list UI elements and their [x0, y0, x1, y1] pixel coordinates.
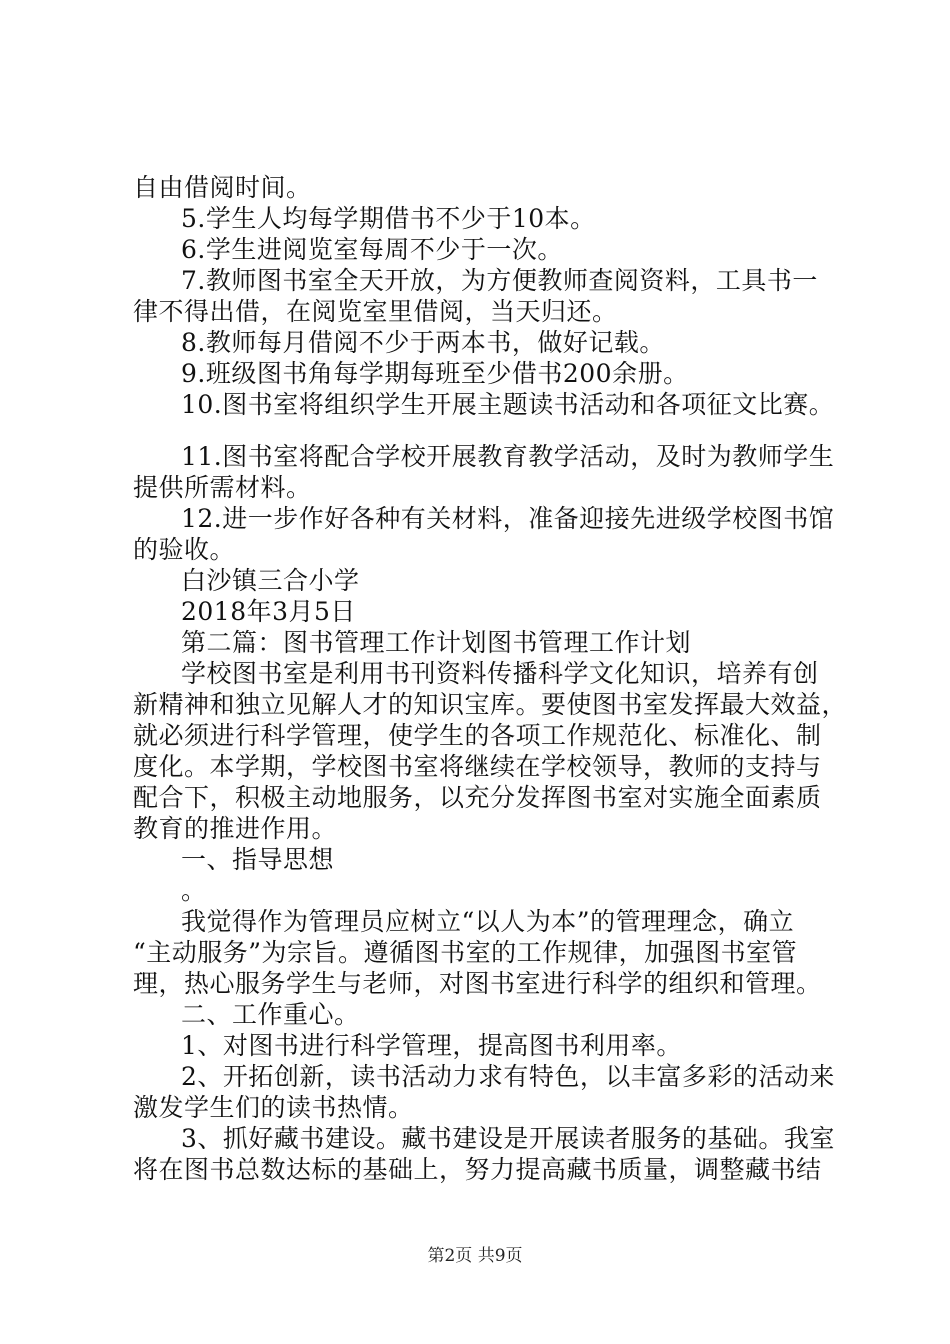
text-line: 度化。本学期，学校图书室将继续在学校领导，教师的支持与 [133, 752, 822, 781]
text-line: 新精神和独立见解人才的知识宝库。要使图书室发挥最大效益， [133, 690, 848, 719]
text-line: 11.图书室将配合学校开展教育教学活动，及时为教师学生 [181, 442, 835, 471]
signature-date: 2018年3月5日 [181, 597, 356, 626]
text-line: 12.进一步作好各种有关材料，准备迎接先进级学校图书馆 [181, 504, 835, 533]
text-line: 3、抓好藏书建设。藏书建设是开展读者服务的基础。我室 [181, 1124, 835, 1153]
text-line: 将在图书总数达标的基础上，努力提高藏书质量，调整藏书结 [133, 1155, 822, 1184]
text-line: 2、开拓创新，读书活动力求有特色，以丰富多彩的活动来 [181, 1062, 835, 1091]
heading-guiding-thought: 一、指导思想 [181, 845, 335, 874]
text-line: 6.学生进阅览室每周不少于一次。 [181, 235, 563, 264]
document-body [133, 172, 848, 1185]
signature-school: 白沙镇三合小学 [181, 566, 360, 595]
text-line: 1、对图书进行科学管理，提高图书利用率。 [181, 1031, 682, 1060]
text-line: “主动服务”为宗旨。遵循图书室的工作规律，加强图书室管 [133, 938, 798, 967]
page-number: 第2页 共9页 [427, 1246, 523, 1266]
text-line: 7.教师图书室全天开放，为方便教师查阅资料，工具书一 [181, 266, 818, 295]
text-line: 学校图书室是利用书刊资料传播科学文化知识，培养有创 [181, 659, 819, 688]
heading-work-focus: 二、工作重心。 [181, 1000, 360, 1029]
text-line: 8.教师每月借阅不少于两本书，做好记载。 [181, 328, 665, 357]
text-line: 提供所需材料。 [133, 473, 312, 502]
text-line: 就必须进行科学管理，使学生的各项工作规范化、标准化、制 [133, 721, 822, 750]
text-line: 律不得出借，在阅览室里借阅，当天归还。 [133, 297, 618, 326]
text-line: 的验收。 [133, 535, 236, 564]
text-line: 5.学生人均每学期借书不少于10本。 [181, 204, 596, 233]
paragraph-gap [133, 420, 833, 441]
text-line: 激发学生们的读书热情。 [133, 1093, 414, 1122]
text-line: 。 [181, 876, 207, 905]
text-line: 配合下，积极主动地服务，以充分发挥图书室对实施全面素质 [133, 783, 822, 812]
text-line: 9.班级图书角每学期每班至少借书200余册。 [181, 359, 689, 388]
text-line: 教育的推进作用。 [133, 814, 338, 843]
text-line: 10.图书室将组织学生开展主题读书活动和各项征文比赛。 [181, 390, 835, 419]
section-title: 第二篇：图书管理工作计划图书管理工作计划 [181, 628, 692, 657]
text-line: 我觉得作为管理员应树立“以人为本”的管理理念，确立 [181, 907, 795, 936]
text-line: 理，热心服务学生与老师，对图书室进行科学的组织和管理。 [133, 969, 822, 998]
text-line: 自由借阅时间。 [133, 173, 312, 202]
